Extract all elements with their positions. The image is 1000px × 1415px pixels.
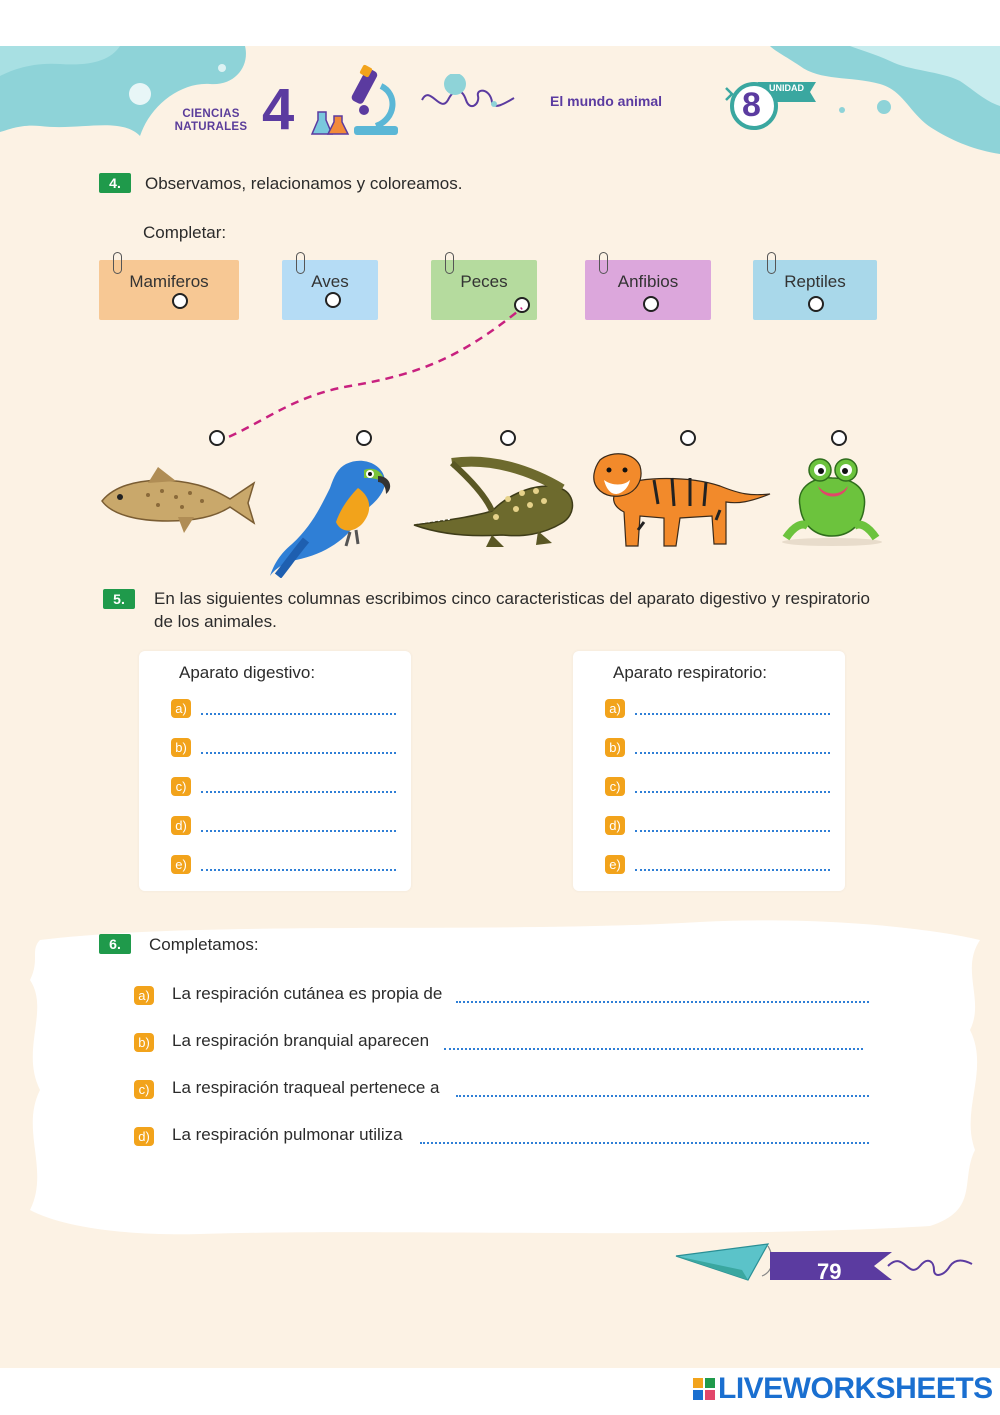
item-letter-badge: b) <box>171 738 191 757</box>
completion-item <box>134 1078 869 1102</box>
answer-line[interactable] <box>201 752 396 754</box>
item-letter-badge: a) <box>171 699 191 718</box>
item-letter-badge: c) <box>605 777 625 796</box>
completion-prompt: La respiración branquial aparecen <box>172 1031 430 1050</box>
column-title-digestive: Aparato digestivo: <box>179 663 316 682</box>
item-letter-badge: b) <box>605 738 625 757</box>
category-card-reptiles <box>753 260 877 320</box>
category-label: Peces <box>460 272 508 291</box>
answer-row <box>171 738 396 760</box>
brand-name: LIVEWORKSHEETS <box>718 1372 993 1405</box>
unit-title: El mundo animal <box>550 93 663 109</box>
item-letter-badge: a) <box>134 986 154 1005</box>
item-letter-badge: d) <box>171 816 191 835</box>
column-title-respiratory: Aparato respiratorio: <box>613 663 768 682</box>
exercise-6-instruction: Completamos: <box>149 935 259 954</box>
animal-connector-dot[interactable] <box>831 430 847 446</box>
animal-connector-dot[interactable] <box>500 430 516 446</box>
answer-line[interactable] <box>201 791 396 793</box>
question-number-4: 4. <box>99 173 131 193</box>
category-label: Reptiles <box>784 272 846 291</box>
complete-label: Completar: <box>143 223 227 242</box>
answer-line[interactable] <box>635 869 830 871</box>
item-letter-badge: b) <box>134 1033 154 1052</box>
answer-line[interactable] <box>201 830 396 832</box>
category-connector-dot[interactable] <box>643 296 659 312</box>
completion-prompt: La respiración cutánea es propia de <box>172 984 443 1003</box>
grade-number: 4 <box>262 77 295 142</box>
paperclip-icon <box>599 252 608 274</box>
completion-item <box>134 984 869 1008</box>
unit-number: 8 <box>742 86 761 124</box>
animal-connector-dot[interactable] <box>356 430 372 446</box>
notebook-respiratory <box>573 651 845 891</box>
crocodile-image <box>412 451 577 551</box>
item-letter-badge: a) <box>605 699 625 718</box>
subject-label: CIENCIAS NATURALES <box>174 108 248 133</box>
answer-row <box>605 738 830 760</box>
item-letter-badge: d) <box>134 1127 154 1146</box>
category-card-anfibios <box>585 260 711 320</box>
exercise-4-instruction: Observamos, relacionamos y coloreamos. <box>145 174 463 193</box>
item-letter-badge: c) <box>134 1080 154 1099</box>
category-connector-dot[interactable] <box>172 293 188 309</box>
completion-item <box>134 1125 869 1149</box>
answer-row <box>171 855 396 877</box>
category-connector-dot[interactable] <box>808 296 824 312</box>
animal-connector-dot[interactable] <box>680 430 696 446</box>
swirl-decoration <box>418 74 518 124</box>
item-letter-badge: c) <box>171 777 191 796</box>
liveworksheets-logo <box>692 1372 993 1406</box>
paperclip-icon <box>296 252 305 274</box>
answer-row <box>171 699 396 721</box>
microscope-icon <box>306 64 406 140</box>
category-label: Anfibios <box>617 272 679 291</box>
unit-label: UNIDAD <box>769 83 804 93</box>
worksheet-page <box>0 46 1000 1368</box>
animal-connector-dot[interactable] <box>209 430 225 446</box>
paperclip-icon <box>767 252 776 274</box>
category-label: Mamiferos <box>129 272 209 291</box>
answer-line[interactable] <box>635 713 830 715</box>
answer-line[interactable] <box>635 791 830 793</box>
item-letter-badge: e) <box>605 855 625 874</box>
answer-line[interactable] <box>456 1095 869 1097</box>
answer-line[interactable] <box>420 1142 869 1144</box>
answer-line[interactable] <box>201 713 396 715</box>
completion-item <box>134 1031 869 1055</box>
answer-line[interactable] <box>201 869 396 871</box>
liveworksheets-icon <box>692 1377 716 1401</box>
category-label: Aves <box>311 272 349 291</box>
answer-row <box>605 855 830 877</box>
answer-line[interactable] <box>635 752 830 754</box>
answer-line[interactable] <box>444 1048 863 1050</box>
answer-row <box>171 816 396 838</box>
answer-line[interactable] <box>635 830 830 832</box>
completion-prompt: La respiración pulmonar utiliza <box>172 1125 403 1144</box>
answer-row <box>605 777 830 799</box>
item-letter-badge: e) <box>171 855 191 874</box>
answer-line[interactable] <box>456 1001 869 1003</box>
answer-row <box>171 777 396 799</box>
question-number-6: 6. <box>99 934 131 954</box>
answer-row <box>605 816 830 838</box>
exercise-5-instruction: En las siguientes columnas escribimos cinco caracteristicas del aparato digestivo y respiratorio de los animales. <box>154 589 870 631</box>
brush-stroke-background <box>0 910 1000 1240</box>
page-number: 79 <box>817 1259 842 1284</box>
paperclip-icon <box>113 252 122 274</box>
notebook-digestive <box>139 651 411 891</box>
parrot-image <box>266 448 396 578</box>
answer-row <box>605 699 830 721</box>
item-letter-badge: d) <box>605 816 625 835</box>
paperclip-icon <box>445 252 454 274</box>
header-left-wave <box>0 46 260 156</box>
frog-image <box>776 456 888 546</box>
fish-image <box>98 461 258 541</box>
matching-line <box>200 286 540 456</box>
completion-prompt: La respiración traqueal pertenece a <box>172 1078 440 1097</box>
tiger-image <box>580 446 780 556</box>
question-number-5: 5. <box>103 589 135 609</box>
